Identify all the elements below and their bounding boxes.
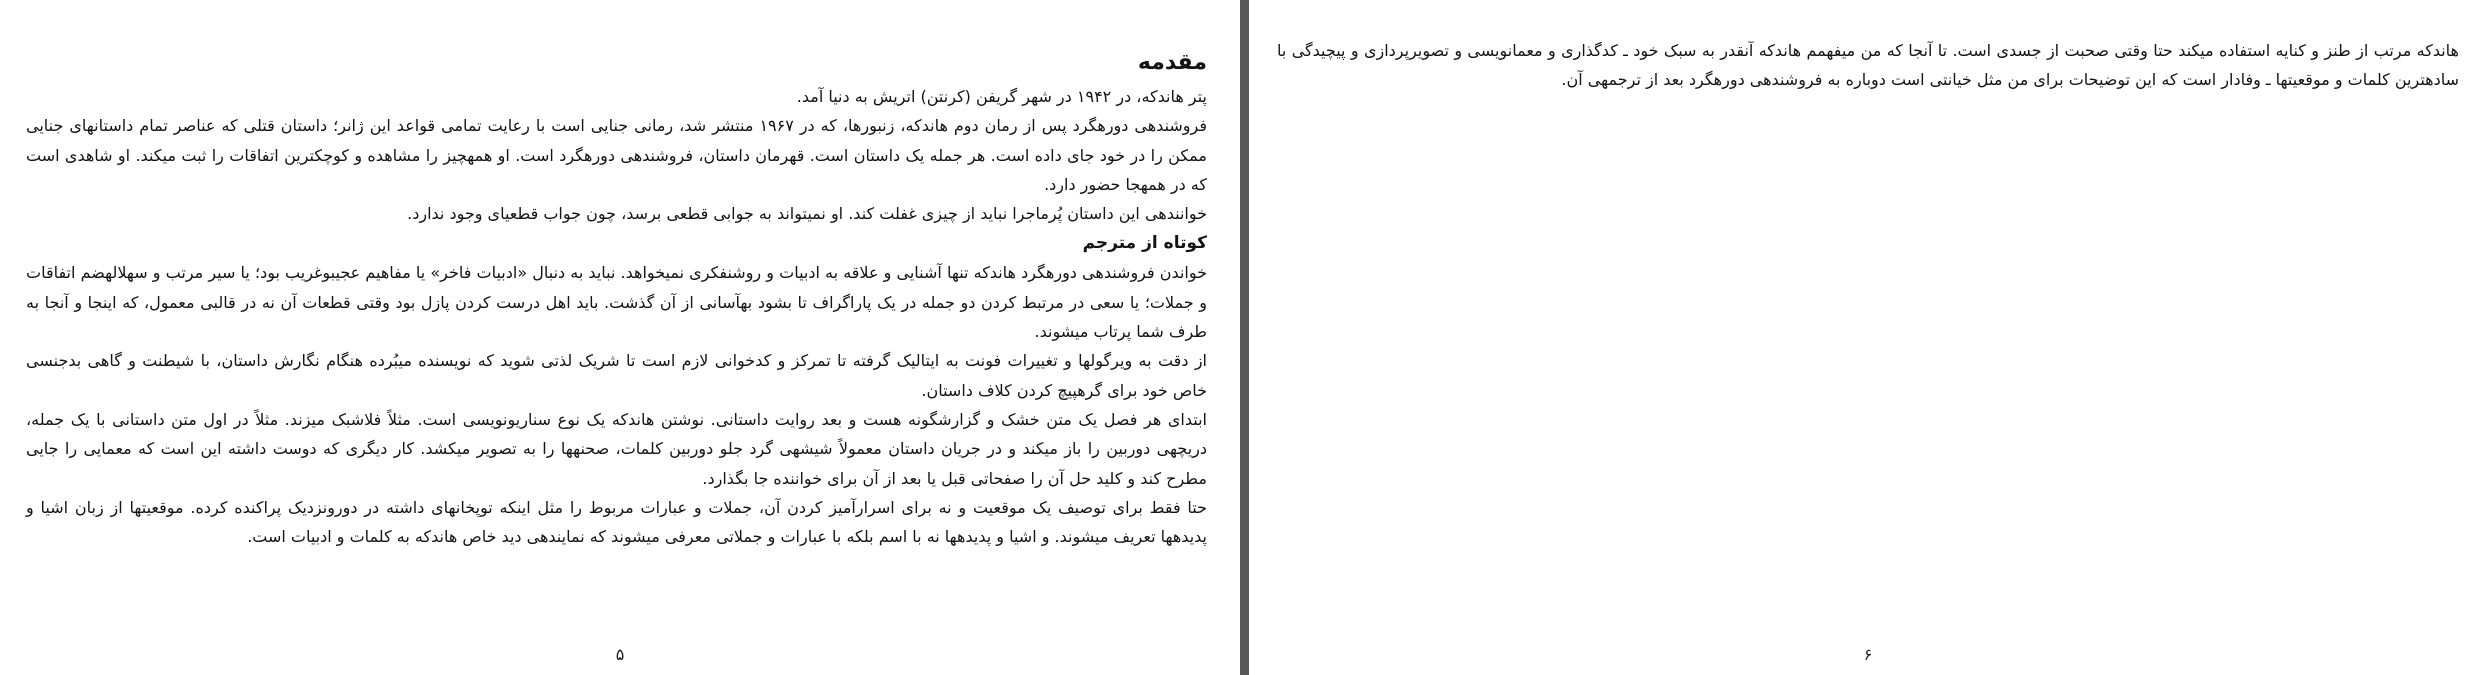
section-subheading: کوتاه از مترجم <box>1082 233 1207 254</box>
left-page-content <box>26 46 1207 551</box>
paragraph: خواندن فروشندهی دورهگرد هاندکه تنها آشنایی و علاقه به ادبیات و روشنفکری نمیخواهد. نباید به دنبال «ادبیات فاخر» یا مفاهیم عجیبوغریب بود؛ یا سیر مرتب و سهلالهضم اتفاقات و جملات؛ یا سعی در مرتبط کردن دو جمله در یک پاراگراف تا بشود بهآسانی از آن گذشت. باید اهل درست کردن پازل بود وقتی قطعات آن نه در قالبی معمول، که اینجا و آنجا به طرف شما پرتاب میشوند. <box>26 263 1207 342</box>
paragraph: حتا فقط برای توصیف یک موقعیت و نه برای اسرارآمیز کردن آن، جملات و عبارات مربوط را مثل اینکه توپخانهای داشته در دورونزدیک پراکنده کرده. موقعیتها از زبان اشیا و پدیدهها تعریف میشوند. و اشیا و پدیدهها نه با اسم بلکه با عبارات و جملاتی معرفی میشوند که نمایندهی دید خاص هاندکه به کلمات و ادبیات است. <box>26 497 1207 547</box>
paragraph: از دقت به ویرگولها و تغییرات فونت به ایتالیک گرفته تا تمرکز و کدخوانی لازم است تا شریک لذتی شوید که نویسنده میبُرده هنگام نگارش داستان، با شیطنت و گاهی بدجنسی خاص خود برای گرهپیچ کردن کلاف داستان. <box>26 351 1207 400</box>
page-number-left: ۵ <box>615 645 625 664</box>
page-number-right: ۶ <box>1863 645 1873 664</box>
paragraph: پتر هاندکه، در ۱۹۴۲ در شهر گریفن (کرنتن) اتریش به دنیا آمد. <box>796 87 1207 106</box>
left-page <box>0 0 1240 675</box>
book-gutter <box>1240 0 1249 675</box>
chapter-heading: مقدمه <box>1137 50 1207 75</box>
paragraph: ابتدای هر فصل یک متن خشک و گزارشگونه هست و بعد روایت داستانی. نوشتن هاندکه یک نوع سناریونویسی است. مثلاً فلاشبک میزند. مثلاً در اول متن داستانی با یک جمله، دریچهی دوربین را باز میکند و در جریان داستان معمولاً شیشهی گرد جلو دوربین کلمات، صحنهها را به تصویر میکشد. کار دیگری که دوست داشته این است که معمایی را جایی مطرح کند و کلید حل آن را صفحاتی قبل یا بعد از آن برای خواننده جا بگذارد. <box>26 409 1207 488</box>
right-page <box>1249 0 2487 675</box>
paragraph: فروشندهی دورهگرد پس از رمان دوم هاندکه، زنبورها، که در ۱۹۶۷ منتشر شد، رمانی جنایی است با رعایت تمامی قواعد این ژانر؛ داستان قتلی که عناصر تمام داستانهای جنایی ممکن را در خود جای داده است. هر جمله یک داستان است. قهرمان داستان، فروشندهی دورهگرد است. او همهچیز را مشاهده و کوچکترین اتفاقات را ثبت میکند. او شاهدی است که در همهجا حضور دارد. <box>26 116 1208 194</box>
paragraph: خوانندهی این داستان پُرماجرا نباید از چیزی غفلت کند. او نمیتواند به جوابی قطعی برسد، چون جواب قطعیای وجود ندارد. <box>407 204 1207 224</box>
paragraph: هاندکه مرتب از طنز و کنایه استفاده میکند حتا وقتی صحبت از جسدی است. تا آنجا که من میفهمم هاندکه آنقدر به سبک خود ـ کدگذاری و معمانویسی و تصویرپردازی و پیچیدگی با سادهترین کلمات و موقعیتها ـ وفادار است که این توضیحات برای من مثل خیانتی است دوباره به فروشندهی دورهگرد بعد از ترجمهی آن. <box>1277 41 2459 90</box>
right-page-content <box>1277 36 2459 95</box>
